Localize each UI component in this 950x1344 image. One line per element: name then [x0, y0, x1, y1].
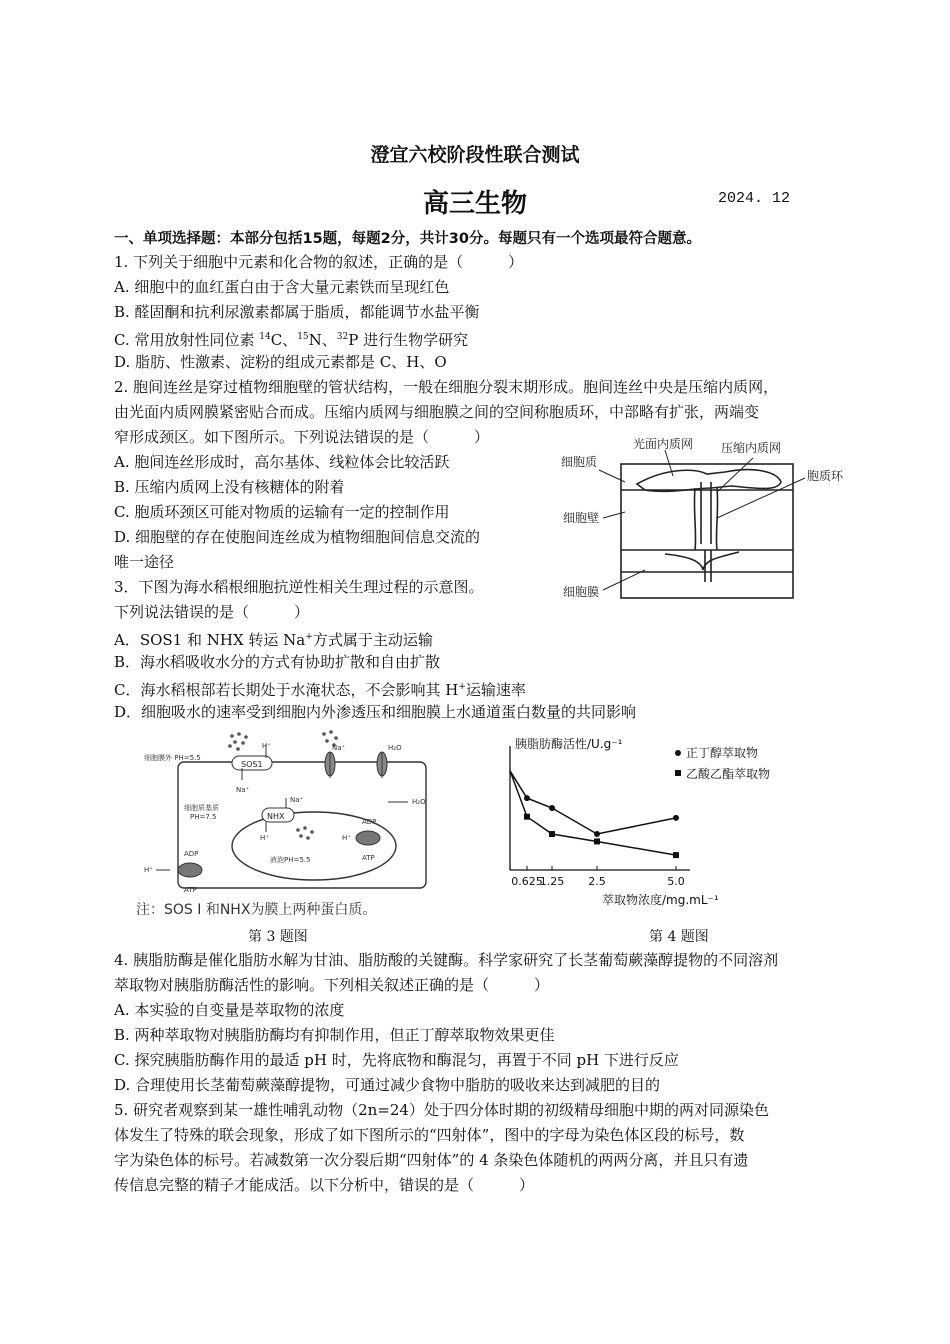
- lipase-activity-chart: [500, 732, 771, 912]
- label-smooth-er: 光面内质网: [633, 437, 694, 451]
- q3-line2: 下列说法错误的是（ ）: [114, 603, 310, 621]
- q3-c-suffix: 运输速率: [465, 681, 526, 699]
- label-outside: 细胞膜外 PH=5.5: [144, 754, 201, 762]
- series-1-point: [549, 805, 555, 811]
- q4-line1: 4. 胰脂肪酶是催化脂肪水解为甘油、脂肪酸的关键酶。科学家研究了长茎葡萄蕨藻醇提物的不同溶剂: [114, 951, 779, 969]
- q1-c-n: N、: [308, 331, 337, 349]
- label-hplus-right: H⁺: [342, 834, 351, 842]
- label-adp-left: ADP: [184, 850, 199, 858]
- chart-plot-area: [510, 746, 690, 888]
- q1-c-c: C、: [270, 331, 298, 349]
- legend-square-marker: [675, 770, 681, 776]
- q1-c-prefix: C. 常用放射性同位素: [114, 331, 260, 349]
- label-cell-membrane: 细胞膜: [563, 585, 600, 599]
- q5-line1: 5. 研究者观察到某一雄性哺乳动物（2n=24）处于四分体时期的初级精母细胞中期的两对同源染色: [114, 1101, 769, 1119]
- subject-title: 高三生物: [422, 189, 527, 219]
- label-naplus-mid: Na⁺: [290, 796, 304, 804]
- series-2-point: [524, 814, 530, 820]
- label-compressed-er: 压缩内质网: [721, 441, 782, 455]
- root-cell-diagram: [136, 728, 466, 926]
- label-hplus-mid: H⁺: [260, 834, 269, 842]
- q2-option-a: A. 胞间连丝形成时，高尔基体、线粒体会比较活跃: [114, 453, 450, 471]
- vacuole-pump: [356, 831, 380, 845]
- diagram-frame: [621, 464, 793, 598]
- label-atp-left: ATP: [184, 886, 197, 894]
- label-cytosol: 细胞质基质: [184, 804, 219, 812]
- q3-line1: 3．下图为海水稻根细胞抗逆性相关生理过程的示意图。: [114, 578, 484, 596]
- series-line-2: [510, 771, 676, 855]
- q1-c-sup15: 15: [297, 332, 309, 342]
- exam-date: 2024. 12: [718, 190, 791, 207]
- q1-c-sup14: 14: [259, 332, 271, 342]
- series-2-point: [673, 852, 679, 858]
- q3-c-sup: +: [458, 682, 466, 692]
- q2-option-d-line2: 唯一途径: [114, 553, 175, 571]
- cytoplasmic-ring: [694, 488, 717, 550]
- q2-line1: 2. 胞间连丝是穿过植物细胞壁的管状结构，一般在细胞分裂末期形成。胞间连丝中央是压缩内质网，: [114, 378, 779, 396]
- chart-legend: [675, 745, 770, 781]
- x-tick-label-0: 0.625: [511, 875, 543, 888]
- q4-option-a: A. 本实验的自变量是萃取物的浓度: [114, 1001, 345, 1019]
- q1-c-sup32: 32: [336, 332, 349, 342]
- series-1-point: [594, 831, 600, 837]
- lower-tube: [705, 550, 711, 582]
- q3-option-a: [114, 627, 433, 650]
- label-h2o-right: H₂O: [412, 798, 426, 806]
- na-dots-vacuole: [296, 826, 314, 840]
- q4-option-b: B. 两种萃取物对胰脂肪酶均有抑制作用，但正丁醇萃取物效果更佳: [114, 1026, 555, 1044]
- series-1-point: [673, 815, 679, 821]
- q3-option-b: B．海水稻吸收水分的方式有协助扩散和自由扩散: [114, 653, 441, 671]
- q5-line3: 字为染色体的标号。若减数第一次分裂后期“四射体”的 4 条染色体随机的两两分离，并且只有遗: [114, 1151, 749, 1169]
- label-cell-wall: 细胞壁: [563, 511, 600, 525]
- q3-a-suffix: 方式属于主动运输: [312, 631, 433, 649]
- compressed-er-tube: [701, 482, 711, 544]
- q4-line2: 萃取物对胰脂肪酶活性的影响。下列相关叙述正确的是（ ）: [114, 976, 550, 994]
- x-tick-label-2: 2.5: [588, 875, 606, 888]
- diagram-note: 注：SOS Ⅰ 和NHX为膜上两种蛋白质。: [136, 902, 377, 918]
- q1-stem: 1. 下列关于细胞中元素和化合物的叙述，正确的是（ ）: [114, 253, 524, 271]
- x-tick-label-3: 5.0: [667, 875, 685, 888]
- exam-title: 澄宜六校阶段性联合测试: [370, 144, 580, 166]
- section-heading: 一、单项选择题：本部分包括15题，每题2分，共计30分。每题只有一个选项最符合题意。: [114, 231, 701, 247]
- lower-er-shape: [665, 552, 739, 570]
- label-naplus-top: Na⁺: [332, 744, 346, 752]
- plasmodesma-diagram: [555, 432, 855, 604]
- label-cytosol-ph: PH=7.5: [190, 813, 217, 821]
- q5-line2: 体发生了特殊的联会现象，形成了如下图所示的“四射体”，图中的字母为染色体区段的标号，数: [114, 1126, 745, 1144]
- label-atp-right: ATP: [362, 854, 375, 862]
- na-dots-top-left: [228, 732, 248, 751]
- q3-a-prefix: A．SOS1 和 NHX 转运 Na: [114, 631, 306, 649]
- series-2-point: [549, 831, 555, 837]
- series-2-point: [594, 838, 600, 844]
- label-adp-right: ADP: [362, 818, 377, 826]
- q4-figure-caption: 第 4 题图: [649, 929, 709, 945]
- series-1-point: [524, 795, 530, 801]
- x-tick-label-1: 1.25: [539, 875, 565, 888]
- q3-option-d: D．细胞吸水的速率受到细胞内外渗透压和细胞膜上水通道蛋白数量的共同影响: [114, 703, 637, 721]
- q3-figure-caption: 第 3 题图: [248, 929, 308, 945]
- legend-circle-marker: [675, 750, 681, 756]
- q3-a-sup: +: [305, 632, 313, 642]
- q4-option-c: C. 探究胰脂肪酶作用的最适 pH 时，先将底物和酶混匀，再置于不同 pH 下进行反应: [114, 1051, 679, 1069]
- legend-series-2: 乙酸乙酯萃取物: [686, 767, 771, 781]
- chart-xlabel: 萃取物浓度/mg.mL⁻¹: [602, 893, 719, 907]
- q3-c-prefix: C．海水稻根部若长期处于水淹状态，不会影响其 H: [114, 681, 459, 699]
- q4-option-d: D. 合理使用长茎葡萄蕨藻醇提物，可通过减少食物中脂肪的吸收来达到减肥的目的: [114, 1076, 661, 1094]
- q2-option-d-line1: D. 细胞壁的存在使胞间连丝成为植物细胞间信息交流的: [114, 528, 481, 546]
- legend-series-1: 正丁醇萃取物: [686, 746, 759, 760]
- q2-line2: 由光面内质网膜紧密贴合而成。压缩内质网与细胞膜之间的空间称胞质环，中部略有扩张，两端变: [114, 403, 760, 421]
- q1-option-a: A. 细胞中的血红蛋白由于含大量元素铁而呈现红色: [114, 278, 450, 296]
- q1-option-b: B. 醛固酮和抗利尿激素都属于脂质，都能调节水盐平衡: [114, 303, 480, 321]
- q1-option-d: D. 脂肪、性激素、淀粉的组成元素都是 C、H、O: [114, 353, 447, 371]
- q1-option-c: [114, 327, 468, 350]
- label-sos1: SOS1: [241, 760, 263, 769]
- label-hplus-top: H⁺: [262, 742, 271, 750]
- cell-outline: [178, 762, 426, 888]
- label-hplus-left: H⁺: [144, 866, 153, 874]
- label-nhx: NHX: [267, 812, 285, 821]
- q3-option-c: [114, 677, 526, 700]
- membrane-pump: [178, 863, 202, 877]
- smooth-er-shape: [637, 470, 781, 492]
- label-cytoplasm: 细胞质: [561, 455, 598, 469]
- q2-option-b: B. 压缩内质网上没有核糖体的附着: [114, 478, 345, 496]
- q2-option-c: C. 胞质环颈区可能对物质的运输有一定的控制作用: [114, 503, 450, 521]
- q1-c-suffix: P 进行生物学研究: [348, 331, 469, 349]
- series-line-1: [510, 771, 676, 834]
- label-naplus-left: Na⁺: [236, 786, 250, 794]
- q2-line3: 窄形成颈区。如下图所示。下列说法错误的是（ ）: [114, 428, 490, 446]
- label-vacuole: 液泡PH=5.5: [270, 856, 311, 864]
- chart-ylabel: 胰脂肪酶活性/U.g⁻¹: [515, 737, 623, 751]
- label-h2o-top: H₂O: [388, 744, 402, 752]
- label-ring: 胞质环: [807, 469, 844, 483]
- q5-line4: 传信息完整的精子才能成活。以下分析中，错误的是（ ）: [114, 1176, 535, 1194]
